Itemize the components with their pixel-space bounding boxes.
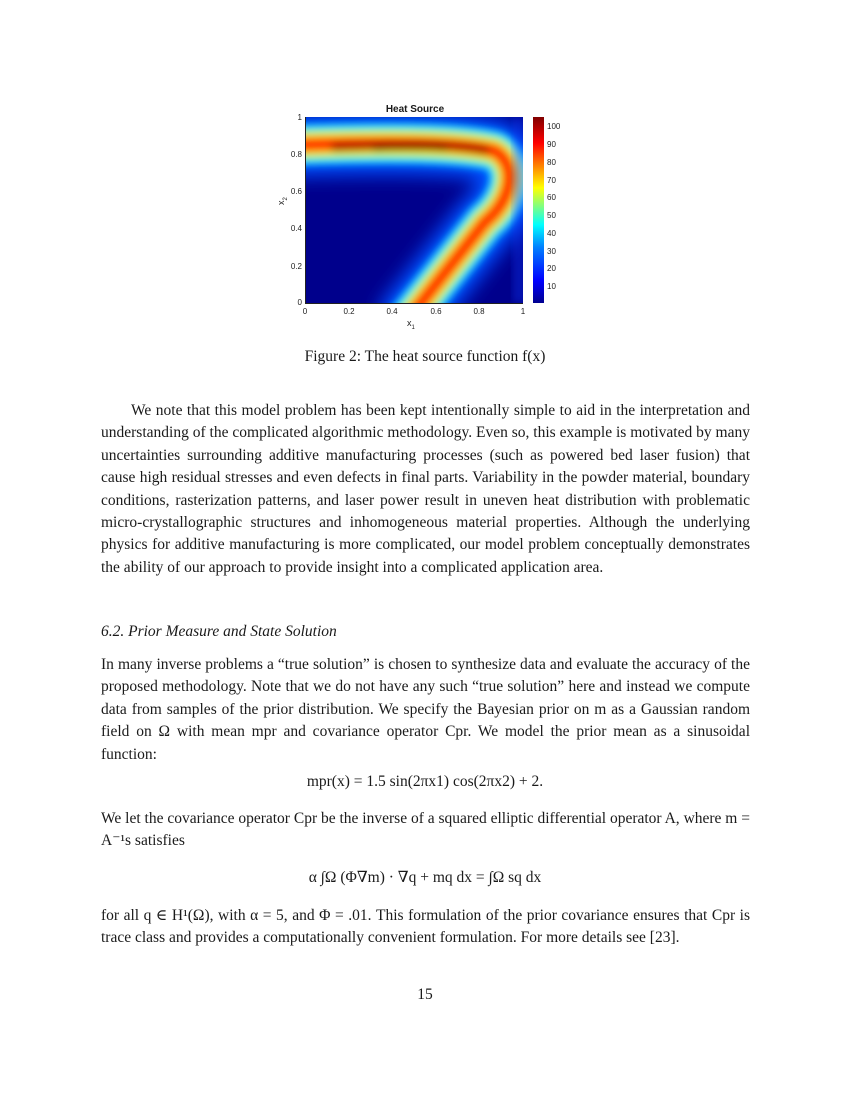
page-number: 15 bbox=[417, 986, 433, 1003]
y-tick-label: 0.4 bbox=[290, 224, 302, 233]
y-axis-line bbox=[305, 117, 306, 304]
figure-caption: Figure 2: The heat source function f(x) bbox=[304, 348, 546, 365]
x-tick-label: 0 bbox=[302, 307, 308, 316]
heat-source-heatmap bbox=[305, 117, 523, 303]
colorbar-tick-label: 90 bbox=[547, 140, 556, 149]
colorbar-tick-label: 100 bbox=[547, 122, 561, 131]
x-tick-label: 0.2 bbox=[343, 307, 355, 316]
paragraph-formulation: for all q ∈ H¹(Ω), with α = 5, and Φ = .01. This formulation of the prior covariance ensures that Cpr is trace class and provides a computationally convenient formulation. For more details see [23]. bbox=[101, 907, 750, 947]
x-tick-label: 0.6 bbox=[430, 307, 442, 316]
y-tick-label: 0 bbox=[297, 298, 302, 307]
x-tick-label: 0.4 bbox=[386, 307, 398, 316]
colorbar-tick-label: 20 bbox=[547, 264, 556, 273]
paragraph-motivation: We note that this model problem has been kept intentionally simple to aid in the interpretation and understanding of the complicated algorithmic methodology. Even so, this example is motivated by many uncertainties surrounding additive manufacturing processes (such as powered bed laser fusion) that cause high residual stresses and even defects in final parts. Variability in the powder material, boundary conditions, rasterization patterns, and laser power result in uneven heat distribution with problematic micro-crystallographic structures and inhomogeneous material properties. Although the underlying physics for additive manufacturing is more complicated, our model problem conceptually demonstrates the ability of our approach to provide insight into a complicated application area. bbox=[101, 402, 750, 576]
equation-weak-form: α ∫Ω (Φ∇m) · ∇q + mq dx = ∫Ω sq dx bbox=[308, 869, 542, 886]
y-tick-label: 1 bbox=[297, 113, 302, 122]
paragraph-covariance: We let the covariance operator Cpr be the inverse of a squared elliptic differential operator A, where m = A⁻¹s satisfies bbox=[101, 810, 750, 850]
y-tick-label: 0.8 bbox=[290, 150, 302, 159]
paragraph-prior: In many inverse problems a “true solution” is chosen to synthesize data and evaluate the accuracy of the proposed methodology. Note that we do not have any such “true solution” here and instead we compute data from samples of the prior distribution. We specify the Bayesian prior on m as a Gaussian random field on Ω with mean mpr and covariance operator Cpr. We model the prior mean as a sinusoidal function: bbox=[101, 656, 750, 763]
colorbar-tick-label: 80 bbox=[547, 158, 556, 167]
y-tick-label: 0.6 bbox=[290, 187, 302, 196]
colorbar bbox=[533, 117, 544, 303]
colorbar-tick-label: 40 bbox=[547, 229, 556, 238]
equation-prior-mean: mpr(x) = 1.5 sin(2πx1) cos(2πx2) + 2. bbox=[306, 773, 544, 790]
colorbar-tick-label: 30 bbox=[547, 247, 556, 256]
colorbar-tick-label: 70 bbox=[547, 176, 556, 185]
x-tick-label: 1 bbox=[520, 307, 526, 316]
colorbar-tick-label: 50 bbox=[547, 211, 556, 220]
x-axis-line bbox=[305, 303, 523, 304]
colorbar-tick-label: 60 bbox=[547, 193, 556, 202]
x-axis-title: $x_1$ bbox=[407, 318, 415, 331]
y-tick-label: 0.2 bbox=[290, 262, 302, 271]
y-axis-title: $x_2$ bbox=[276, 197, 289, 205]
x-tick-label: 0.8 bbox=[473, 307, 485, 316]
section-heading: 6.2. Prior Measure and State Solution bbox=[101, 623, 337, 640]
colorbar-tick-label: 10 bbox=[547, 282, 556, 291]
plot-title: Heat Source bbox=[385, 104, 445, 115]
